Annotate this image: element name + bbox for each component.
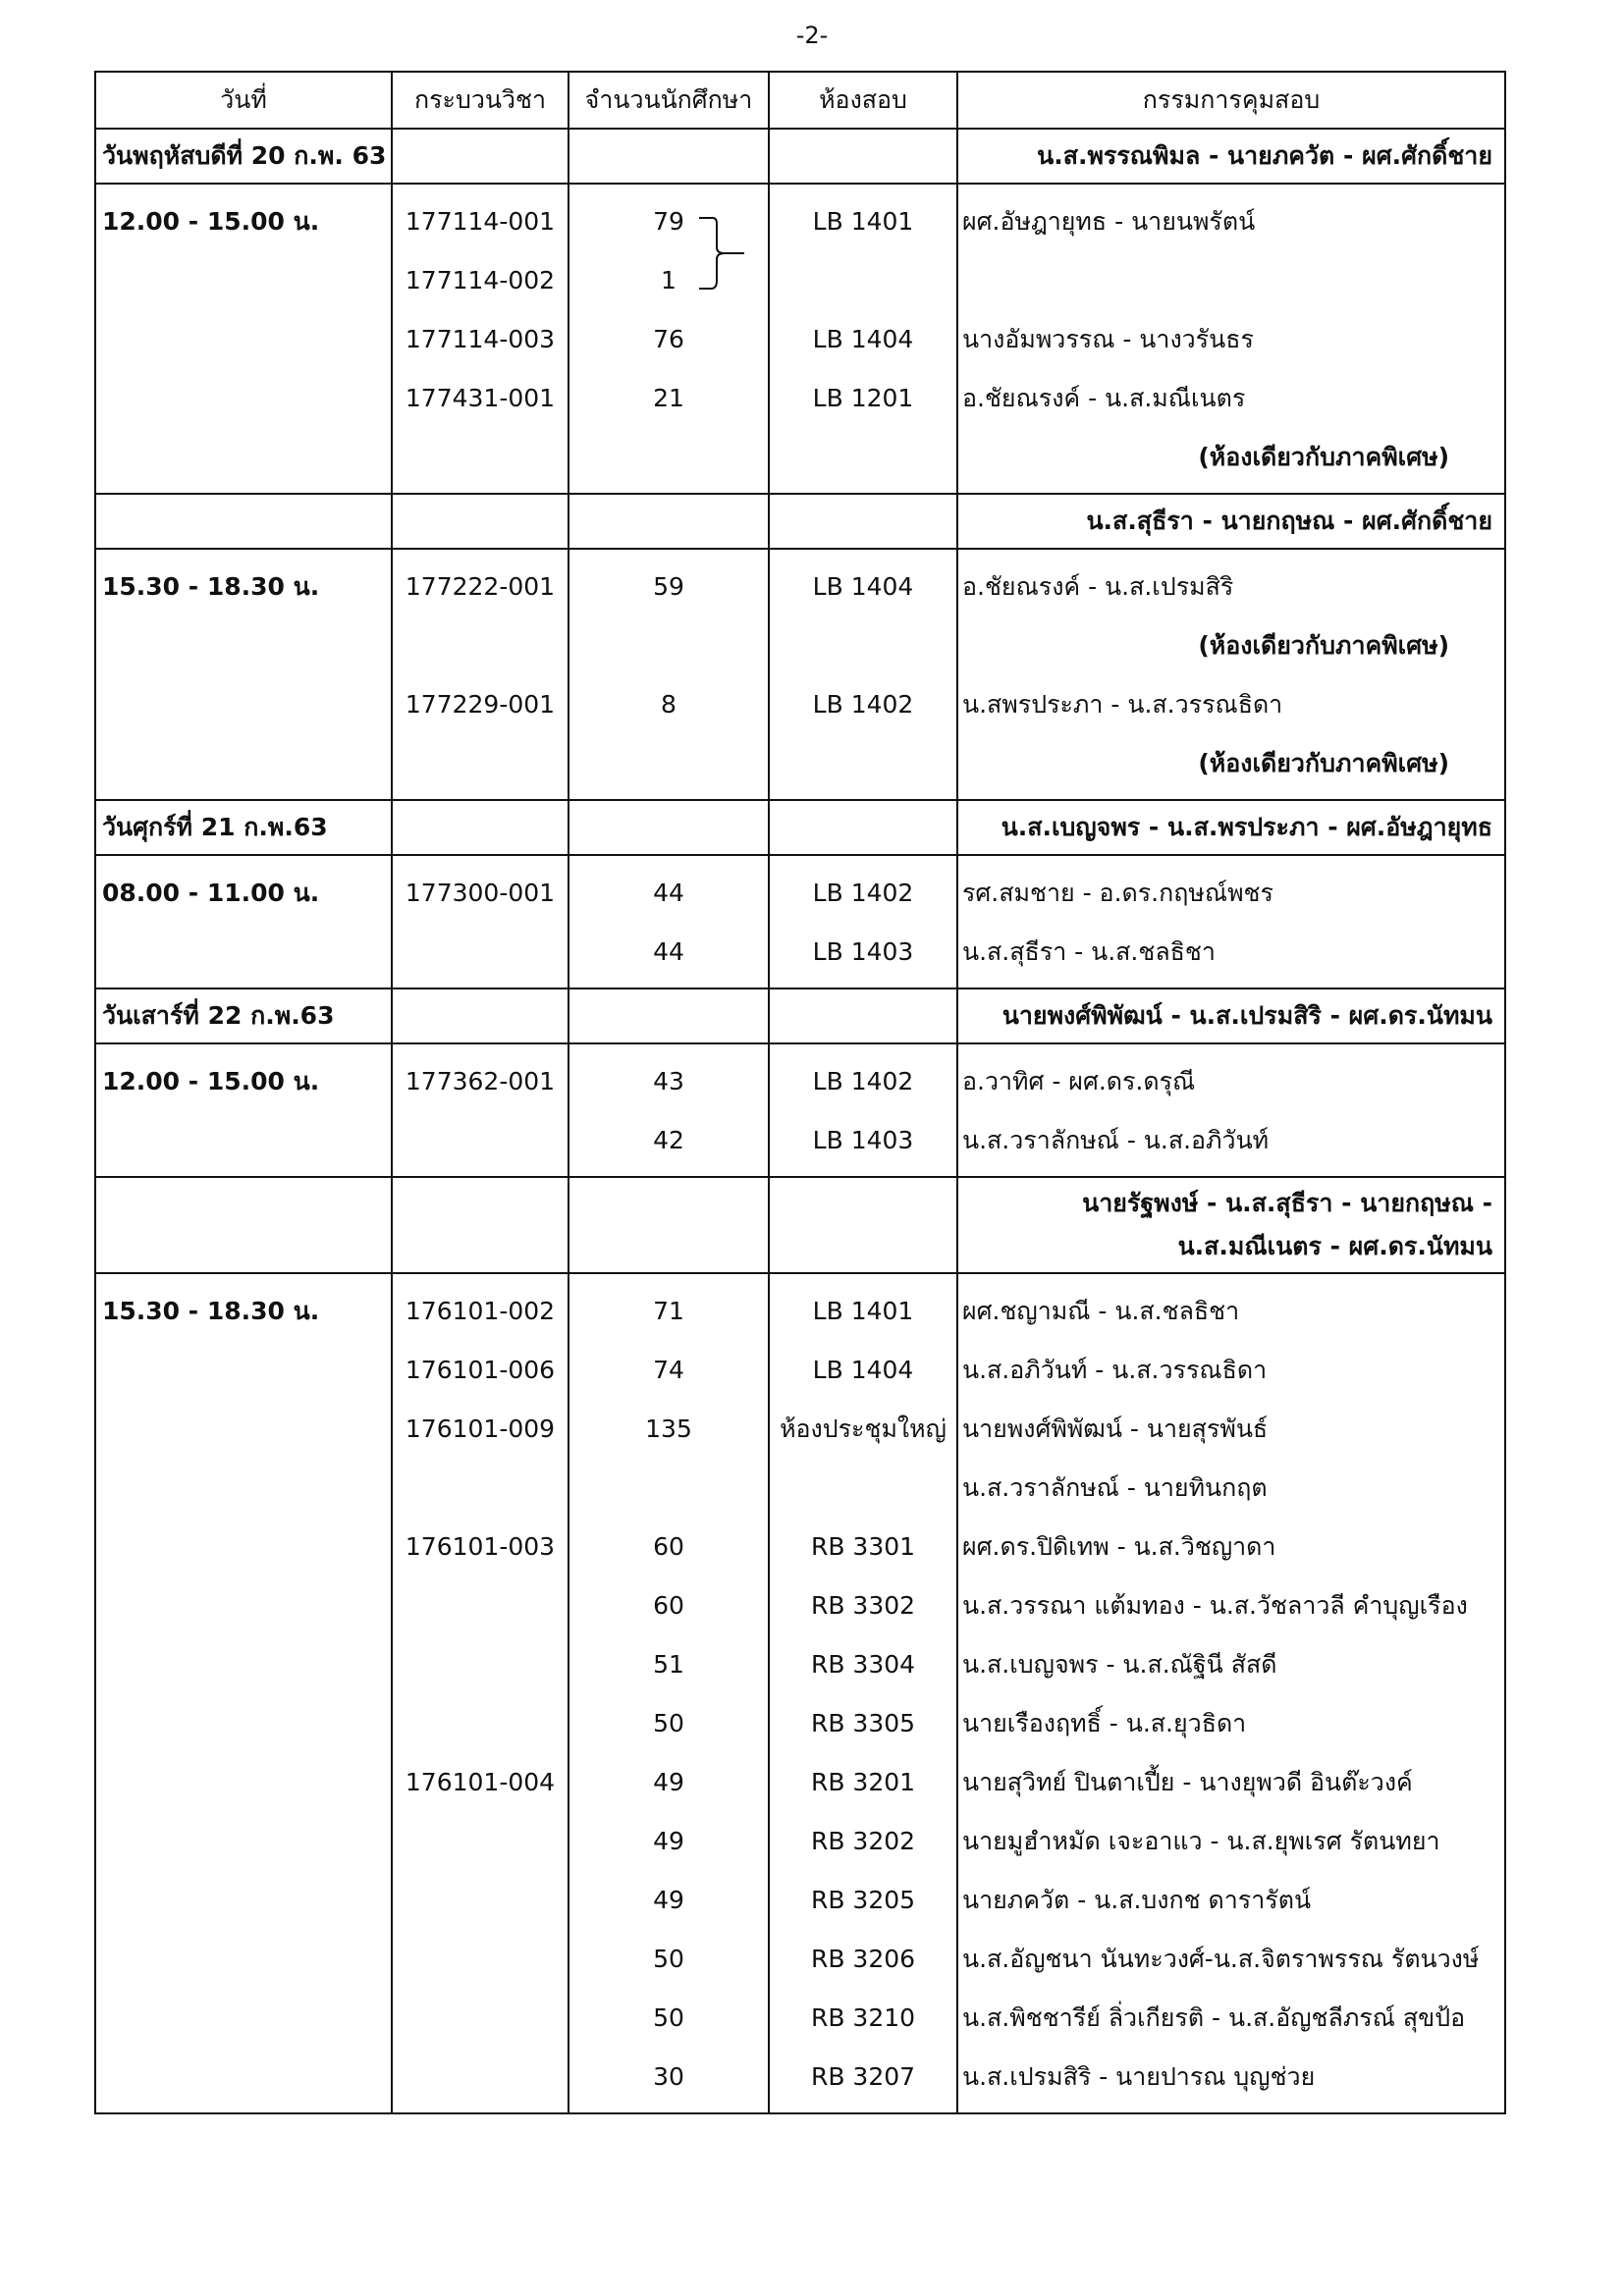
proctor-names: ผศ.ชญามณี - น.ส.ชลธิชา xyxy=(962,1297,1240,1325)
proctor-names: น.ส.วรรณา แต้มทอง - น.ส.วัชลาวลี คำบุญเรือง xyxy=(962,1591,1468,1620)
exam-room: RB 3301 xyxy=(810,1532,916,1561)
student-count: 30 xyxy=(653,2062,684,2091)
exam-date xyxy=(95,494,392,549)
exam-room: RB 3210 xyxy=(810,2003,916,2032)
course-code xyxy=(393,923,568,982)
course-code xyxy=(393,2048,568,2107)
proctor-names: น.ส.อัญชนา นันทะวงศ์-น.ส.จิตราพรรณ รัตนวงษ์ xyxy=(962,1945,1480,1973)
exam-time: 15.30 - 18.30 น. xyxy=(102,572,320,601)
exam-room: RB 3206 xyxy=(810,1945,916,1973)
proctor-names: อ.ชัยณรงค์ - น.ส.มณีเนตร xyxy=(962,384,1246,412)
course-cell xyxy=(392,1273,568,2113)
exam-room xyxy=(770,616,956,675)
supervising-staff xyxy=(957,800,1505,855)
student-count: 60 xyxy=(653,1591,684,1620)
time-slot-cell xyxy=(95,1043,392,1177)
proctor-cell xyxy=(957,855,1505,988)
proctor-cell xyxy=(957,184,1505,494)
exam-room: LB 1402 xyxy=(812,1067,914,1095)
course-code xyxy=(393,1635,568,1694)
exam-time: 08.00 - 11.00 น. xyxy=(102,879,320,907)
time-slot-cell xyxy=(95,184,392,494)
student-count xyxy=(569,616,768,675)
proctor-names: ผศ.อัษฎายุทธ - นายนพรัตน์ xyxy=(962,207,1256,236)
exam-date: วันเสาร์ที่ 22 ก.พ.63 xyxy=(95,988,392,1043)
exam-room: LB 1404 xyxy=(812,572,914,601)
student-count: 49 xyxy=(653,1886,684,1914)
proctor-names: นายมูฮำหมัด เจะอาแว - น.ส.ยุพเรศ รัตนทยา xyxy=(962,1827,1440,1855)
student-count: 71 xyxy=(653,1297,684,1325)
student-count: 49 xyxy=(653,1768,684,1796)
empty-cell xyxy=(392,988,568,1043)
empty-cell xyxy=(392,129,568,184)
course-code xyxy=(393,1576,568,1635)
staff-line: น.ส.พรรณพิมล - นายภควัต - ผศ.ศักดิ์ชาย xyxy=(1037,141,1492,170)
header-exam-room: ห้องสอบ xyxy=(769,72,957,129)
time-slot-row xyxy=(95,1273,1505,2113)
exam-room xyxy=(770,734,956,793)
empty-cell xyxy=(568,494,769,549)
student-count xyxy=(569,734,768,793)
exam-date: วันพฤหัสบดีที่ 20 ก.พ. 63 xyxy=(95,129,392,184)
exam-room: LB 1404 xyxy=(812,325,914,353)
course-code: 176101-004 xyxy=(405,1768,556,1796)
proctor-names: น.ส.เปรมสิริ - นายปารณ บุญช่วย xyxy=(962,2062,1316,2091)
supervising-staff xyxy=(957,129,1505,184)
student-count xyxy=(569,1459,768,1518)
proctor-names: นายสุวิทย์ ปินตาเปี้ย - นางยุพวดี อินต๊ะวงค์ xyxy=(962,1768,1413,1796)
proctor-cell xyxy=(957,549,1505,800)
course-code xyxy=(393,428,568,487)
exam-room: LB 1401 xyxy=(812,207,914,236)
empty-cell xyxy=(392,1177,568,1273)
staff-line: น.ส.มณีเนตร - ผศ.ดร.นัทมน xyxy=(1177,1232,1492,1260)
course-code: 177431-001 xyxy=(405,384,556,412)
exam-room: LB 1401 xyxy=(812,1297,914,1325)
exam-room xyxy=(770,1459,956,1518)
student-count: 135 xyxy=(645,1415,692,1443)
course-cell xyxy=(392,184,568,494)
course-code: 177114-003 xyxy=(405,325,556,353)
date-row xyxy=(95,988,1505,1043)
room-cell xyxy=(769,1043,957,1177)
student-count: 44 xyxy=(653,937,684,966)
proctor-cell xyxy=(957,1273,1505,2113)
course-code: 177362-001 xyxy=(405,1067,556,1095)
course-code xyxy=(393,1871,568,1930)
exam-room: ห้องประชุมใหญ่ xyxy=(780,1415,947,1443)
course-code: 177222-001 xyxy=(405,572,556,601)
date-row xyxy=(95,494,1505,549)
exam-schedule-table xyxy=(94,71,1506,2114)
exam-room: RB 3201 xyxy=(810,1768,916,1796)
header-student-count: จำนวนนักศึกษา xyxy=(568,72,769,129)
empty-cell xyxy=(769,494,957,549)
student-count: 51 xyxy=(653,1650,684,1679)
course-code xyxy=(393,1111,568,1170)
room-cell xyxy=(769,184,957,494)
time-slot-cell xyxy=(95,855,392,988)
exam-date xyxy=(95,1177,392,1273)
time-slot-cell xyxy=(95,1273,392,2113)
count-cell xyxy=(568,549,769,800)
staff-line: น.ส.สุธีรา - นายกฤษณ - ผศ.ศักดิ์ชาย xyxy=(1086,507,1492,535)
empty-cell xyxy=(769,988,957,1043)
student-count: 74 xyxy=(653,1356,684,1384)
count-cell xyxy=(568,855,769,988)
course-code xyxy=(393,616,568,675)
proctor-names xyxy=(958,251,1504,310)
proctor-names: นายเรืองฤทธิ์ - น.ส.ยุวธิดา xyxy=(962,1709,1247,1737)
proctor-names: น.ส.เบญจพร - น.ส.ณัฐินี สัสดี xyxy=(962,1650,1277,1679)
empty-cell xyxy=(769,129,957,184)
proctor-names: น.ส.อภิวันท์ - น.ส.วรรณธิดา xyxy=(962,1356,1268,1384)
student-count: 42 xyxy=(653,1126,684,1154)
student-count: 50 xyxy=(653,1709,684,1737)
student-count: 79 xyxy=(569,192,768,251)
table-header-row xyxy=(95,72,1505,129)
exam-room: RB 3205 xyxy=(810,1886,916,1914)
exam-room: LB 1404 xyxy=(812,1356,914,1384)
staff-line: นายรัฐพงษ์ - น.ส.สุธีรา - นายกฤษณ - xyxy=(1082,1189,1492,1217)
count-cell xyxy=(568,1273,769,2113)
course-code: 176101-002 xyxy=(405,1297,556,1325)
student-count: 21 xyxy=(653,384,684,412)
room-note: (ห้องเดียวกับภาคพิเศษ) xyxy=(1198,443,1449,471)
room-cell xyxy=(769,1273,957,2113)
exam-room xyxy=(770,428,956,487)
staff-line: น.ส.เบญจพร - น.ส.พรประภา - ผศ.อัษฎายุทธ xyxy=(1001,813,1492,841)
supervising-staff xyxy=(957,494,1505,549)
time-slot-row xyxy=(95,549,1505,800)
time-slot-row xyxy=(95,855,1505,988)
header-proctors: กรรมการคุมสอบ xyxy=(957,72,1505,129)
room-cell xyxy=(769,549,957,800)
course-code xyxy=(393,1812,568,1871)
proctor-names: รศ.สมชาย - อ.ดร.กฤษณ์พชร xyxy=(962,879,1273,907)
proctor-names: น.ส.พิชชารีย์ ลิ่วเกียรติ - น.ส.อัญชลีภรณ์ สุขป้อ xyxy=(962,2003,1466,2032)
course-code xyxy=(393,1930,568,1989)
student-count: 1 xyxy=(661,266,677,294)
exam-room: LB 1201 xyxy=(812,384,914,412)
staff-line: นายพงศ์พิพัฒน์ - น.ส.เปรมสิริ - ผศ.ดร.นัทมน xyxy=(1001,1001,1492,1030)
date-row xyxy=(95,1177,1505,1273)
proctor-names: นายภควัต - น.ส.บงกช ดารารัตน์ xyxy=(962,1886,1312,1914)
proctor-names: น.ส.สุธีรา - น.ส.ชลธิชา xyxy=(962,937,1216,966)
time-slot-row xyxy=(95,184,1505,494)
empty-cell xyxy=(392,800,568,855)
student-count: 76 xyxy=(653,325,684,353)
course-code: 176101-009 xyxy=(405,1415,556,1443)
empty-cell xyxy=(568,988,769,1043)
date-row xyxy=(95,129,1505,184)
proctor-names: น.ส.วราลักษณ์ - น.ส.อภิวันท์ xyxy=(962,1126,1270,1154)
exam-room xyxy=(770,251,956,310)
proctor-names: น.สพรประภา - น.ส.วรรณธิดา xyxy=(962,690,1283,719)
course-code: 176101-006 xyxy=(405,1356,556,1384)
course-code: 176101-003 xyxy=(405,1532,556,1561)
student-count: 50 xyxy=(653,2003,684,2032)
proctor-names: อ.ชัยณรงค์ - น.ส.เปรมสิริ xyxy=(962,572,1234,601)
empty-cell xyxy=(769,800,957,855)
exam-room: LB 1402 xyxy=(812,690,914,719)
course-code xyxy=(393,1459,568,1518)
exam-room: RB 3207 xyxy=(810,2062,916,2091)
empty-cell xyxy=(392,494,568,549)
proctor-cell xyxy=(957,1043,1505,1177)
proctor-names: น.ส.วราลักษณ์ - นายทินกฤต xyxy=(962,1473,1268,1502)
date-row xyxy=(95,800,1505,855)
student-count: 8 xyxy=(661,690,677,719)
empty-cell xyxy=(769,1177,957,1273)
empty-cell xyxy=(568,800,769,855)
exam-room: LB 1403 xyxy=(812,937,914,966)
proctor-names: นางอัมพวรรณ - นางวรันธร xyxy=(962,325,1254,353)
empty-cell xyxy=(568,1177,769,1273)
proctor-names: อ.วาทิศ - ผศ.ดร.ดรุณี xyxy=(962,1067,1196,1095)
room-note: (ห้องเดียวกับภาคพิเศษ) xyxy=(1198,749,1449,777)
student-count: 59 xyxy=(653,572,684,601)
proctor-names: ผศ.ดร.ปิดิเทพ - น.ส.วิชญาดา xyxy=(962,1532,1276,1561)
course-cell xyxy=(392,1043,568,1177)
exam-room: RB 3305 xyxy=(810,1709,916,1737)
room-cell xyxy=(769,855,957,988)
supervising-staff xyxy=(957,1177,1505,1273)
course-code: 177300-001 xyxy=(405,879,556,907)
room-note: (ห้องเดียวกับภาคพิเศษ) xyxy=(1198,631,1449,660)
count-cell xyxy=(568,184,769,494)
course-cell xyxy=(392,855,568,988)
course-code: 177114-001 xyxy=(405,207,556,236)
exam-time: 12.00 - 15.00 น. xyxy=(102,1067,320,1095)
exam-date: วันศุกร์ที่ 21 ก.พ.63 xyxy=(95,800,392,855)
page-number: -2- xyxy=(795,22,829,49)
supervising-staff xyxy=(957,988,1505,1043)
exam-room: LB 1402 xyxy=(812,879,914,907)
course-code: 177114-002 xyxy=(405,266,556,294)
empty-cell xyxy=(568,129,769,184)
student-count: 44 xyxy=(653,879,684,907)
exam-room: LB 1403 xyxy=(812,1126,914,1154)
time-slot-row xyxy=(95,1043,1505,1177)
course-code xyxy=(393,1989,568,2048)
student-count xyxy=(569,428,768,487)
course-code xyxy=(393,734,568,793)
count-cell xyxy=(568,1043,769,1177)
student-count: 49 xyxy=(653,1827,684,1855)
exam-room: RB 3302 xyxy=(810,1591,916,1620)
course-cell xyxy=(392,549,568,800)
proctor-names: นายพงศ์พิพัฒน์ - นายสุรพันธ์ xyxy=(962,1415,1269,1443)
exam-room: RB 3202 xyxy=(810,1827,916,1855)
student-count: 43 xyxy=(653,1067,684,1095)
student-count: 50 xyxy=(653,1945,684,1973)
course-code xyxy=(393,1694,568,1753)
header-date: วันที่ xyxy=(95,72,392,129)
course-code: 177229-001 xyxy=(405,690,556,719)
exam-room: RB 3304 xyxy=(810,1650,916,1679)
header-course: กระบวนวิชา xyxy=(392,72,568,129)
student-count: 60 xyxy=(653,1532,684,1561)
exam-time: 15.30 - 18.30 น. xyxy=(102,1297,320,1325)
exam-time: 12.00 - 15.00 น. xyxy=(102,207,320,236)
time-slot-cell xyxy=(95,549,392,800)
